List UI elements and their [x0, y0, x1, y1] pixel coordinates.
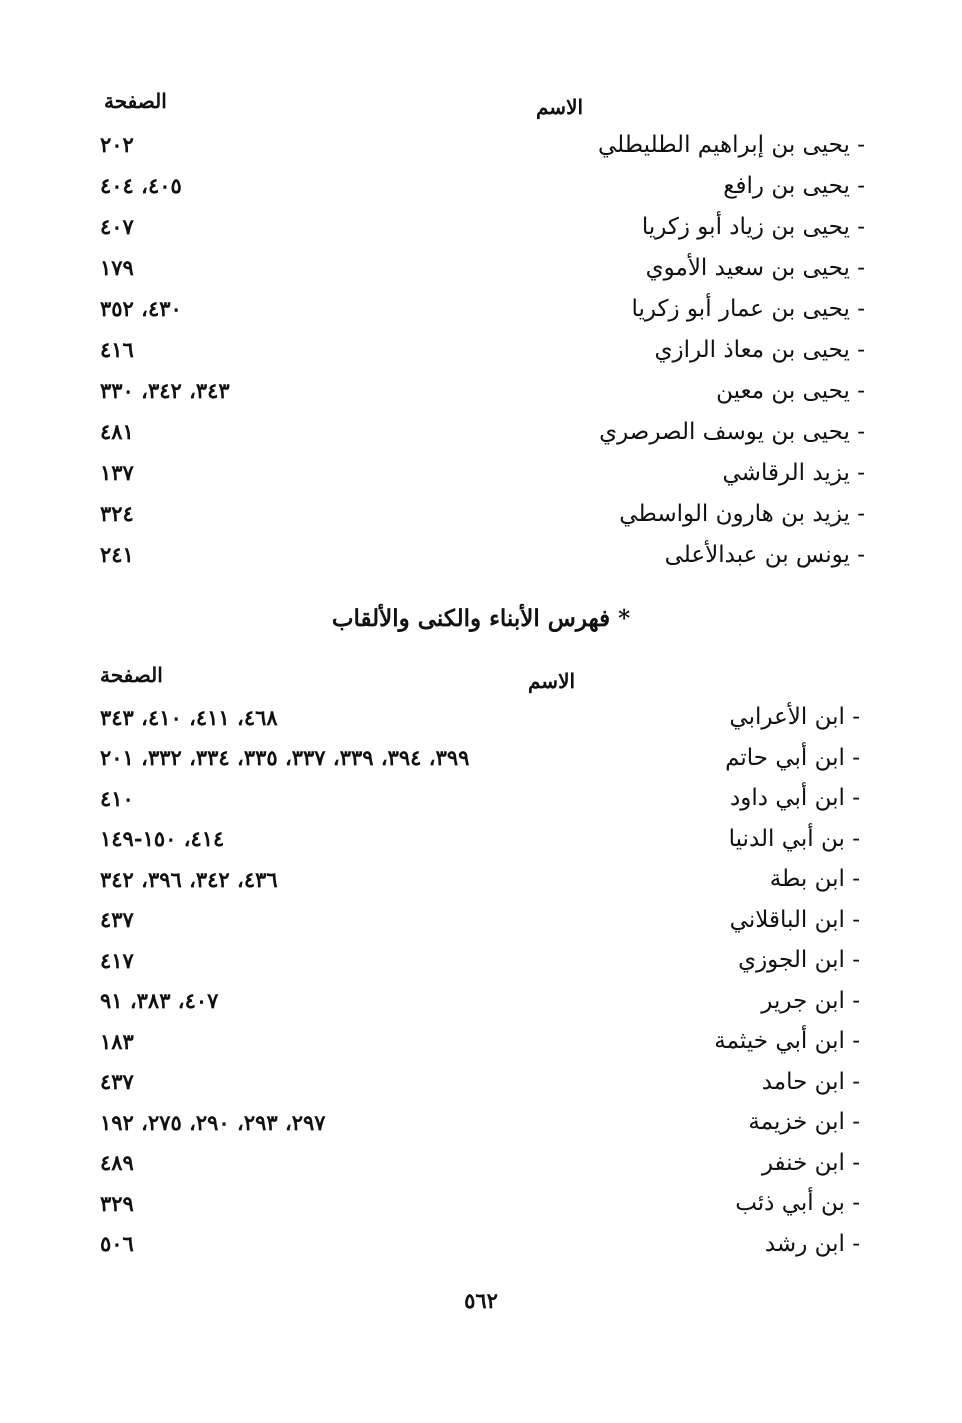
page-column-header: الصفحة — [100, 663, 163, 687]
entry-pages: ٥٠٦ — [100, 1231, 134, 1257]
entry-name: - ابن أبي خيثمة — [714, 1028, 860, 1055]
list-item — [100, 329, 865, 370]
page-column-header: الصفحة — [104, 89, 167, 113]
entry-name: - ابن الجوزي — [738, 947, 860, 974]
section2-entry-list — [100, 697, 860, 1264]
name-column-header: الاسم — [536, 95, 584, 119]
entry-name: - ابن جرير — [761, 987, 860, 1014]
entry-name: - ابن الباقلاني — [729, 906, 860, 933]
entry-name: - بن أبي الدنيا — [728, 825, 860, 852]
list-item — [100, 124, 865, 165]
list-item — [100, 1102, 860, 1143]
entry-pages: ٤١٠ — [100, 785, 134, 811]
entry-pages: ٢٠٢ — [100, 132, 134, 157]
entry-pages: ١٨٣ — [100, 1028, 134, 1054]
entry-name: - يحيى بن زياد أبو زكريا — [641, 213, 865, 240]
list-item — [100, 900, 860, 941]
entry-pages: ٤٣٠، ٣٥٢ — [100, 296, 182, 321]
list-item — [100, 940, 860, 981]
entry-pages: ٤٣٧ — [100, 907, 134, 933]
entry-name: - ابن خزيمة — [748, 1109, 860, 1136]
entry-name: - يزيد بن هارون الواسطي — [619, 500, 865, 527]
list-item — [100, 697, 860, 738]
list-item — [100, 1021, 860, 1062]
entry-pages: ٤١٦ — [100, 337, 134, 362]
entry-pages: ٤٠٧ — [100, 214, 134, 239]
list-item — [100, 288, 865, 329]
list-item — [100, 1183, 860, 1224]
section1-entry-list — [100, 124, 865, 575]
entry-pages: ٣٩٩، ٣٩٤، ٣٣٩، ٣٣٧، ٣٣٥، ٣٣٤، ٣٣٢، ٢٠١ — [100, 745, 470, 771]
entry-pages: ٤٨٩ — [100, 1150, 134, 1176]
list-item — [100, 493, 865, 534]
list-item — [100, 452, 865, 493]
entry-name: - يونس بن عبدالأعلى — [664, 541, 865, 568]
entry-name: - يحيى بن إبراهيم الطليطلي — [597, 131, 865, 158]
entry-pages: ٤٠٧، ٣٨٣، ٩١ — [100, 988, 219, 1014]
entry-pages: ٤٦٨، ٤١١، ٤١٠، ٣٤٣ — [100, 704, 278, 730]
list-item — [100, 1062, 860, 1103]
entry-name: - بن أبي ذئب — [735, 1190, 860, 1217]
entry-pages: ٤٣٧ — [100, 1069, 134, 1095]
entry-pages: ٣٤٣، ٣٤٢، ٣٣٠ — [100, 378, 230, 403]
entry-pages: ٢٩٧، ٢٩٣، ٢٩٠، ٢٧٥، ١٩٢ — [100, 1109, 326, 1135]
entry-name: - يحيى بن معين — [716, 377, 865, 404]
entry-name: - يحيى بن سعيد الأموي — [645, 254, 865, 281]
list-item — [100, 370, 865, 411]
entry-name: - ابن خنفر — [761, 1149, 860, 1176]
list-item — [100, 859, 860, 900]
entry-pages: ٣٢٩ — [100, 1190, 134, 1216]
entry-pages: ٤٠٥، ٤٠٤ — [100, 173, 182, 198]
entry-name: - ابن الأعرابي — [729, 704, 860, 731]
entry-pages: ٤١٧ — [100, 947, 134, 973]
list-item — [100, 738, 860, 779]
list-item — [100, 778, 860, 819]
entry-pages: ٣٢٤ — [100, 501, 134, 526]
entry-name: - ابن أبي داود — [730, 785, 860, 812]
entry-pages: ٤٨١ — [100, 419, 134, 444]
entry-name: - يحيى بن رافع — [723, 172, 865, 199]
entry-name: - ابن رشد — [764, 1230, 860, 1257]
list-item — [100, 1224, 860, 1265]
entry-name: - يحيى بن عمار أبو زكريا — [631, 295, 865, 322]
entry-pages: ٤١٤، ١٥٠-١٤٩ — [100, 826, 225, 852]
list-item — [100, 981, 860, 1022]
list-item — [100, 165, 865, 206]
list-item — [100, 247, 865, 288]
entry-name: - يحيى بن معاذ الرازي — [654, 336, 865, 363]
list-item — [100, 1143, 860, 1184]
list-item — [100, 534, 865, 575]
section-title: * فهرس الأبناء والكنى والألقاب — [331, 605, 631, 632]
entry-name: - ابن حامد — [761, 1068, 860, 1095]
entry-name: - ابن أبي حاتم — [725, 744, 860, 771]
entry-pages: ٢٤١ — [100, 542, 134, 567]
entry-pages: ٤٣٦، ٣٤٢، ٣٩٦، ٣٤٢ — [100, 866, 278, 892]
list-item — [100, 411, 865, 452]
page-number: ٥٦٢ — [464, 1288, 498, 1313]
entry-pages: ١٧٩ — [100, 255, 134, 280]
name-column-header: الاسم — [528, 669, 576, 693]
entry-name: - يزيد الرقاشي — [722, 459, 865, 486]
entry-name: - ابن بطة — [769, 866, 860, 893]
list-item — [100, 819, 860, 860]
entry-name: - يحيى بن يوسف الصرصري — [599, 418, 865, 445]
entry-pages: ١٣٧ — [100, 460, 134, 485]
list-item — [100, 206, 865, 247]
